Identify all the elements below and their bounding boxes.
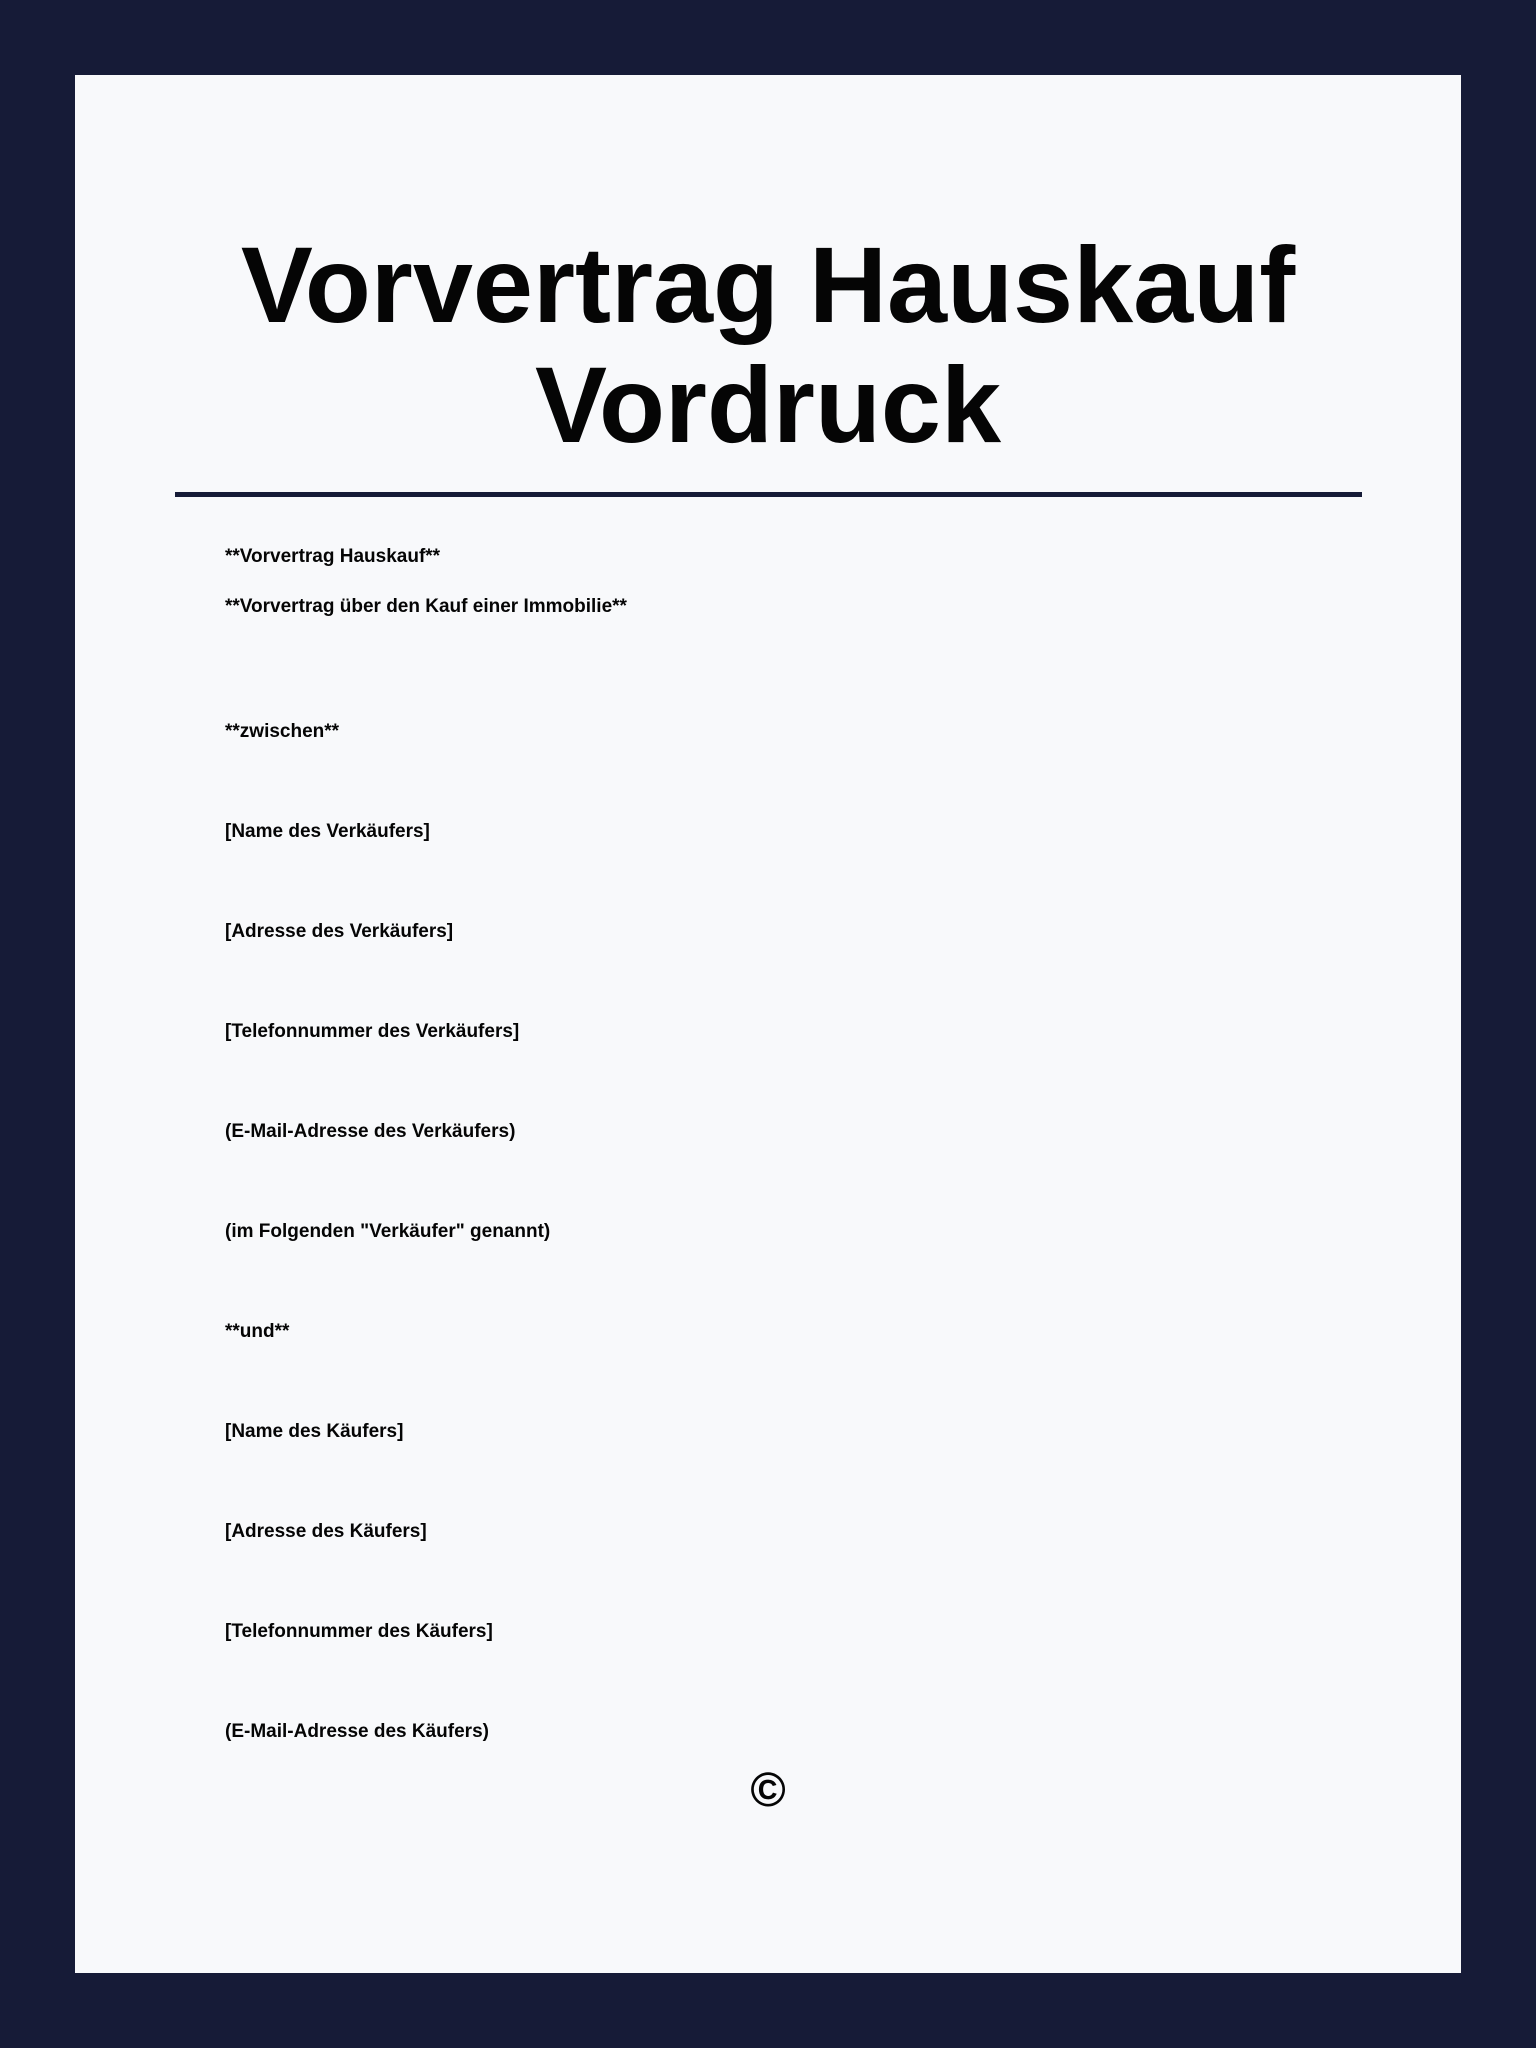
text-zwischen: **zwischen** <box>225 721 340 742</box>
text-seller-designation: (im Folgenden "Verkäufer" genannt) <box>225 1221 551 1242</box>
title-line-2: Vordruck <box>534 344 1002 465</box>
placeholder-seller-email: (E-Mail-Adresse des Verkäufers) <box>225 1121 516 1142</box>
placeholder-buyer-email: (E-Mail-Adresse des Käufers) <box>225 1721 489 1742</box>
placeholder-seller-address: [Adresse des Verkäufers] <box>225 921 454 942</box>
placeholder-seller-name: [Name des Verkäufers] <box>225 821 430 842</box>
placeholder-buyer-phone: [Telefonnummer des Käufers] <box>225 1621 493 1642</box>
placeholder-buyer-address: [Adresse des Käufers] <box>225 1521 427 1542</box>
placeholder-seller-phone: [Telefonnummer des Verkäufers] <box>225 1021 520 1042</box>
title-divider <box>175 492 1362 497</box>
placeholder-buyer-name: [Name des Käufers] <box>225 1421 404 1442</box>
document-page <box>75 75 1461 1973</box>
text-und: **und** <box>225 1321 290 1342</box>
subheading-kauf: **Vorvertrag über den Kauf einer Immobilie** <box>225 596 627 617</box>
title-line-1: Vorvertrag Hauskauf <box>240 224 1296 345</box>
copyright-icon: © <box>750 1764 786 1817</box>
document-title <box>75 225 1461 465</box>
heading-vorvertrag: **Vorvertrag Hauskauf** <box>225 546 441 567</box>
